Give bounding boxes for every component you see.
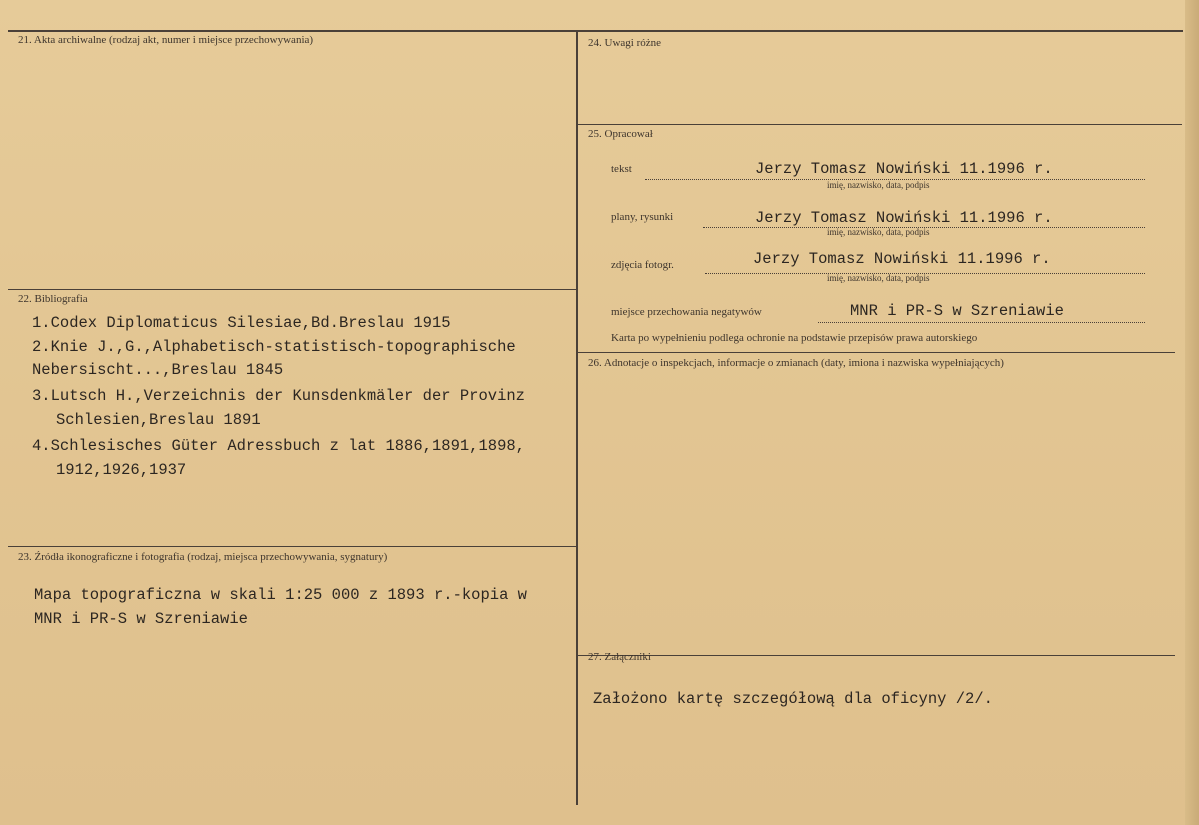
rule-26-27	[578, 655, 1175, 656]
rule-25-26	[578, 352, 1175, 353]
bibliography-line: 1.Codex Diplomaticus Silesiae,Bd.Breslau 1915	[32, 314, 451, 332]
iconography-line: Mapa topograficzna w skali 1:25 000 z 1893 r.-kopia w	[34, 586, 527, 604]
bibliography-line: 2.Knie J.,G.,Alphabetisch-statistisch-topographische	[32, 338, 516, 356]
zdjecia-value: Jerzy Tomasz Nowiński 11.1996 r.	[753, 250, 1051, 268]
section-24-label: 24. Uwagi różne	[588, 37, 662, 49]
bibliography-line: 3.Lutsch H.,Verzeichnis der Kunsdenkmäler der Provinz	[32, 387, 525, 405]
rule-22-23	[8, 546, 578, 547]
section-21-label: 21. Akta archiwalne (rodzaj akt, numer i miejsce przechowywania)	[18, 34, 314, 46]
bibliography-line: Schlesien,Breslau 1891	[56, 411, 261, 429]
iconography-line: MNR i PR-S w Szreniawie	[34, 610, 248, 628]
rule-21-22	[8, 289, 578, 290]
zdjecia-label: zdjęcia fotogr.	[611, 259, 674, 271]
tekst-caption: imię, nazwisko, data, podpis	[827, 180, 930, 190]
bibliography-line: 4.Schlesisches Güter Adressbuch z lat 1886,1891,1898,	[32, 437, 525, 455]
bibliography-line: 1912,1926,1937	[56, 461, 187, 479]
bibliography-line: Nebersischt...,Breslau 1845	[32, 361, 284, 379]
rule-24-25	[578, 124, 1182, 125]
plany-value: Jerzy Tomasz Nowiński 11.1996 r.	[755, 209, 1053, 227]
section-26-label: 26. Adnotacje o inspekcjach, informacje o zmianach (daty, imiona i nazwiska wypełniających)	[588, 357, 1004, 369]
plany-caption: imię, nazwisko, data, podpis	[827, 227, 930, 237]
zdjecia-caption: imię, nazwisko, data, podpis	[827, 273, 930, 283]
section-22-label: 22. Bibliografia	[18, 293, 88, 305]
tekst-label: tekst	[611, 163, 632, 175]
center-divider	[576, 30, 578, 805]
section-27-label: 27. Załączniki	[588, 651, 651, 663]
miejsce-label: miejsce przechowania negatywów	[611, 306, 762, 318]
tekst-value: Jerzy Tomasz Nowiński 11.1996 r.	[755, 160, 1053, 178]
top-rule	[8, 30, 1183, 32]
attachments-value: Założono kartę szczegółową dla oficyny /2/.	[593, 690, 993, 708]
miejsce-value: MNR i PR-S w Szreniawie	[850, 302, 1064, 320]
card-edge	[1185, 0, 1199, 825]
copyright-note: Karta po wypełnieniu podlega ochronie na podstawie przepisów prawa autorskiego	[611, 332, 978, 344]
section-25-label: 25. Opracował	[588, 128, 653, 140]
plany-label: plany, rysunki	[611, 211, 674, 223]
miejsce-dotted-line	[818, 322, 1145, 323]
section-23-label: 23. Źródła ikonograficzne i fotografia (rodzaj, miejsca przechowywania, sygnatury)	[18, 551, 388, 563]
